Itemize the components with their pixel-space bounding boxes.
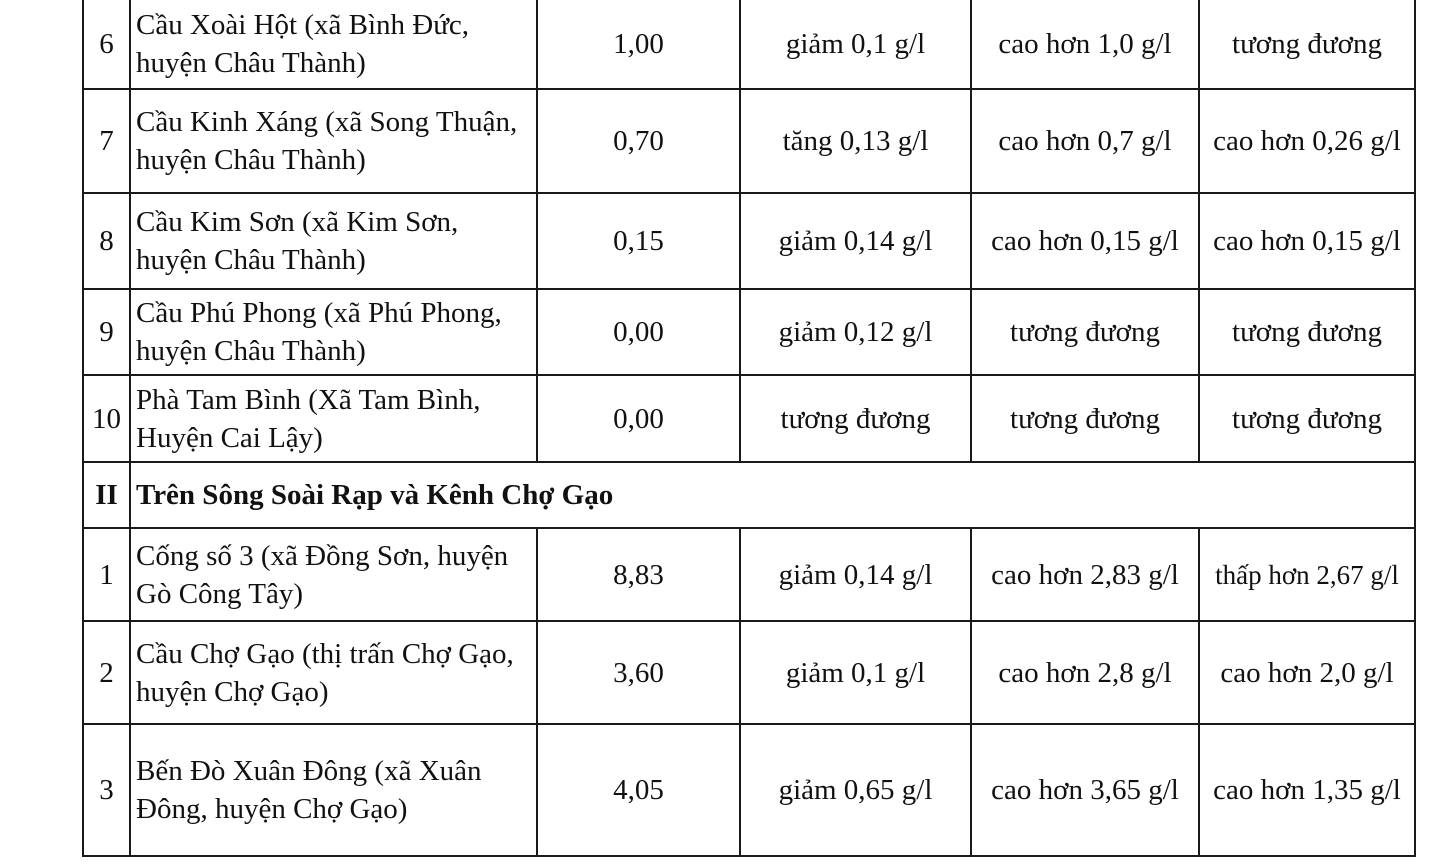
comparison-cell-2: cao hơn 1,35 g/l [1199, 724, 1415, 856]
comparison-cell-2: cao hơn 0,15 g/l [1199, 193, 1415, 289]
row-number: 10 [83, 375, 130, 462]
change-cell: giảm 0,1 g/l [740, 621, 971, 724]
salinity-value: 0,70 [537, 89, 740, 193]
section-header-row [83, 462, 1415, 528]
comparison-cell-1: cao hơn 0,7 g/l [971, 89, 1199, 193]
table-row [83, 0, 1415, 89]
location-cell: Cầu Kinh Xáng (xã Song Thuận, huyện Châu Thành) [130, 89, 537, 193]
table-row [83, 528, 1415, 621]
salinity-value: 0,00 [537, 289, 740, 375]
section-title: Trên Sông Soài Rạp và Kênh Chợ Gạo [130, 462, 1415, 528]
change-cell: giảm 0,1 g/l [740, 0, 971, 89]
row-number: 6 [83, 0, 130, 89]
section-number: II [83, 462, 130, 528]
salinity-value: 0,00 [537, 375, 740, 462]
location-cell: Phà Tam Bình (Xã Tam Bình, Huyện Cai Lậy) [130, 375, 537, 462]
comparison-cell-1: tương đương [971, 375, 1199, 462]
change-cell: giảm 0,14 g/l [740, 193, 971, 289]
row-number: 2 [83, 621, 130, 724]
salinity-value: 8,83 [537, 528, 740, 621]
table-row [83, 193, 1415, 289]
change-cell: tương đương [740, 375, 971, 462]
change-cell: giảm 0,12 g/l [740, 289, 971, 375]
comparison-cell-2: tương đương [1199, 375, 1415, 462]
location-cell: Cầu Chợ Gạo (thị trấn Chợ Gạo, huyện Chợ Gạo) [130, 621, 537, 724]
salinity-table [82, 0, 1416, 857]
comparison-cell-1: cao hơn 1,0 g/l [971, 0, 1199, 89]
comparison-cell-2: cao hơn 0,26 g/l [1199, 89, 1415, 193]
change-cell: tăng 0,13 g/l [740, 89, 971, 193]
comparison-cell-1: cao hơn 3,65 g/l [971, 724, 1199, 856]
row-number: 3 [83, 724, 130, 856]
table-row [83, 289, 1415, 375]
comparison-cell-1: tương đương [971, 289, 1199, 375]
row-number: 1 [83, 528, 130, 621]
change-cell: giảm 0,65 g/l [740, 724, 971, 856]
location-cell: Cầu Phú Phong (xã Phú Phong, huyện Châu Thành) [130, 289, 537, 375]
comparison-cell-1: cao hơn 2,8 g/l [971, 621, 1199, 724]
salinity-value: 3,60 [537, 621, 740, 724]
salinity-value: 1,00 [537, 0, 740, 89]
row-number: 9 [83, 289, 130, 375]
location-cell: Cống số 3 (xã Đồng Sơn, huyện Gò Công Tây) [130, 528, 537, 621]
comparison-cell-2: cao hơn 2,0 g/l [1199, 621, 1415, 724]
table-row [83, 621, 1415, 724]
row-number: 8 [83, 193, 130, 289]
salinity-value: 0,15 [537, 193, 740, 289]
table-row [83, 89, 1415, 193]
comparison-cell-1: cao hơn 0,15 g/l [971, 193, 1199, 289]
row-number: 7 [83, 89, 130, 193]
salinity-value: 4,05 [537, 724, 740, 856]
comparison-cell-2: thấp hơn 2,67 g/l [1199, 528, 1415, 621]
comparison-cell-2: tương đương [1199, 289, 1415, 375]
table-row [83, 724, 1415, 856]
salinity-table-sheet [82, 0, 1414, 857]
comparison-cell-1: cao hơn 2,83 g/l [971, 528, 1199, 621]
location-cell: Cầu Xoài Hột (xã Bình Đức, huyện Châu Thành) [130, 0, 537, 89]
comparison-cell-2: tương đương [1199, 0, 1415, 89]
location-cell: Cầu Kim Sơn (xã Kim Sơn, huyện Châu Thành) [130, 193, 537, 289]
table-row [83, 375, 1415, 462]
location-cell: Bến Đò Xuân Đông (xã Xuân Đông, huyện Chợ Gạo) [130, 724, 537, 856]
change-cell: giảm 0,14 g/l [740, 528, 971, 621]
